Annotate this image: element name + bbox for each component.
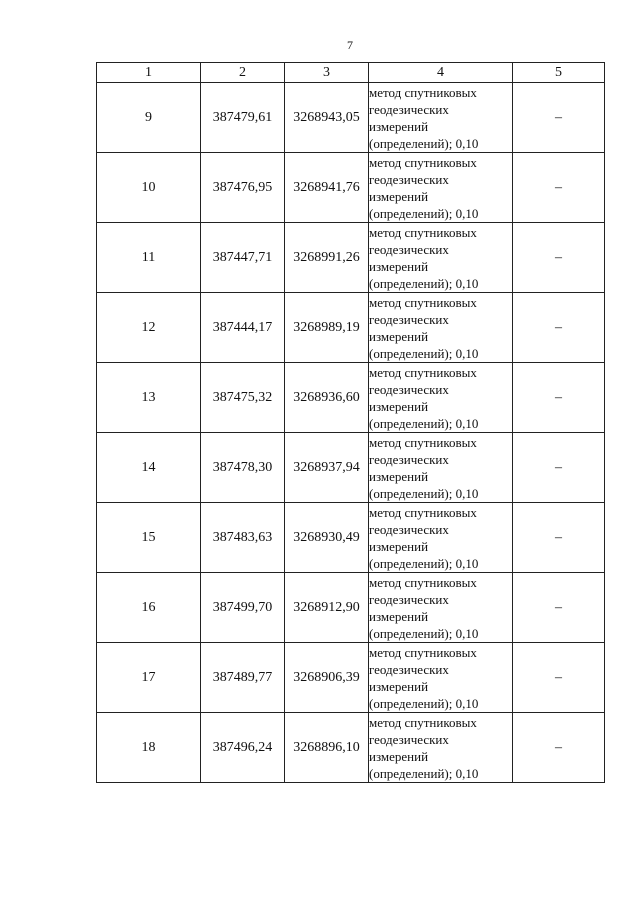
method-line: метод спутниковых [369,504,477,520]
method-line: метод спутниковых [369,294,477,310]
method-line: измерений [369,538,429,554]
method-line: измерений [369,118,429,134]
method-line: геодезических [369,381,449,397]
method-line: (определений); 0,10 [369,275,479,291]
method-line: (определений); 0,10 [369,345,479,361]
table-row [97,643,605,713]
table-row [97,573,605,643]
extra-info-cell: – [513,363,605,433]
method-line: измерений [369,328,429,344]
point-number-cell: 17 [97,643,201,713]
method-line: метод спутниковых [369,154,477,170]
table-row [97,363,605,433]
point-number-cell: 15 [97,503,201,573]
coordinates-table [96,62,605,783]
method-line: (определений); 0,10 [369,765,479,781]
method-cell [369,503,513,573]
method-line: метод спутниковых [369,714,477,730]
method-cell [369,293,513,363]
method-line: измерений [369,748,429,764]
method-line: геодезических [369,311,449,327]
method-line: метод спутниковых [369,574,477,590]
column-header: 4 [369,63,513,83]
point-number-cell: 10 [97,153,201,223]
point-number-cell: 14 [97,433,201,503]
method-line: измерений [369,188,429,204]
y-coordinate-cell: 3268943,05 [285,83,369,153]
method-line: измерений [369,398,429,414]
method-cell [369,153,513,223]
x-coordinate-cell: 387444,17 [201,293,285,363]
y-coordinate-cell: 3268906,39 [285,643,369,713]
column-header: 1 [97,63,201,83]
y-coordinate-cell: 3268991,26 [285,223,369,293]
method-cell [369,223,513,293]
table-row [97,293,605,363]
y-coordinate-cell: 3268912,90 [285,573,369,643]
column-header: 2 [201,63,285,83]
column-header: 5 [513,63,605,83]
table-header-row [97,63,605,83]
x-coordinate-cell: 387496,24 [201,713,285,783]
extra-info-cell: – [513,643,605,713]
method-line: (определений); 0,10 [369,695,479,711]
x-coordinate-cell: 387475,32 [201,363,285,433]
x-coordinate-cell: 387489,77 [201,643,285,713]
y-coordinate-cell: 3268937,94 [285,433,369,503]
point-number-cell: 18 [97,713,201,783]
method-line: измерений [369,678,429,694]
method-cell [369,573,513,643]
table-row [97,713,605,783]
method-line: (определений); 0,10 [369,205,479,221]
y-coordinate-cell: 3268936,60 [285,363,369,433]
x-coordinate-cell: 387478,30 [201,433,285,503]
y-coordinate-cell: 3268930,49 [285,503,369,573]
method-line: геодезических [369,451,449,467]
column-header: 3 [285,63,369,83]
table-row [97,83,605,153]
table-row [97,503,605,573]
extra-info-cell: – [513,223,605,293]
method-line: метод спутниковых [369,644,477,660]
extra-info-cell: – [513,503,605,573]
point-number-cell: 16 [97,573,201,643]
extra-info-cell: – [513,713,605,783]
method-cell [369,83,513,153]
method-line: измерений [369,468,429,484]
method-line: (определений); 0,10 [369,135,479,151]
extra-info-cell: – [513,573,605,643]
x-coordinate-cell: 387499,70 [201,573,285,643]
x-coordinate-cell: 387447,71 [201,223,285,293]
method-line: метод спутниковых [369,224,477,240]
method-cell [369,433,513,503]
method-cell [369,643,513,713]
x-coordinate-cell: 387483,63 [201,503,285,573]
extra-info-cell: – [513,293,605,363]
method-line: (определений); 0,10 [369,555,479,571]
x-coordinate-cell: 387476,95 [201,153,285,223]
method-line: геодезических [369,101,449,117]
extra-info-cell: – [513,153,605,223]
point-number-cell: 9 [97,83,201,153]
table-body [97,83,605,783]
method-line: метод спутниковых [369,364,477,380]
point-number-cell: 12 [97,293,201,363]
method-line: (определений); 0,10 [369,625,479,641]
table-row [97,223,605,293]
extra-info-cell: – [513,83,605,153]
method-line: геодезических [369,591,449,607]
method-line: геодезических [369,171,449,187]
table-row [97,433,605,503]
method-line: геодезических [369,241,449,257]
x-coordinate-cell: 387479,61 [201,83,285,153]
y-coordinate-cell: 3268896,10 [285,713,369,783]
method-line: (определений); 0,10 [369,415,479,431]
point-number-cell: 11 [97,223,201,293]
method-cell [369,363,513,433]
table-row [97,153,605,223]
method-line: геодезических [369,731,449,747]
method-cell [369,713,513,783]
y-coordinate-cell: 3268941,76 [285,153,369,223]
method-line: геодезических [369,521,449,537]
method-line: метод спутниковых [369,84,477,100]
method-line: геодезических [369,661,449,677]
extra-info-cell: – [513,433,605,503]
method-line: измерений [369,258,429,274]
method-line: метод спутниковых [369,434,477,450]
point-number-cell: 13 [97,363,201,433]
page-number: 7 [347,38,353,52]
method-line: измерений [369,608,429,624]
y-coordinate-cell: 3268989,19 [285,293,369,363]
method-line: (определений); 0,10 [369,485,479,501]
